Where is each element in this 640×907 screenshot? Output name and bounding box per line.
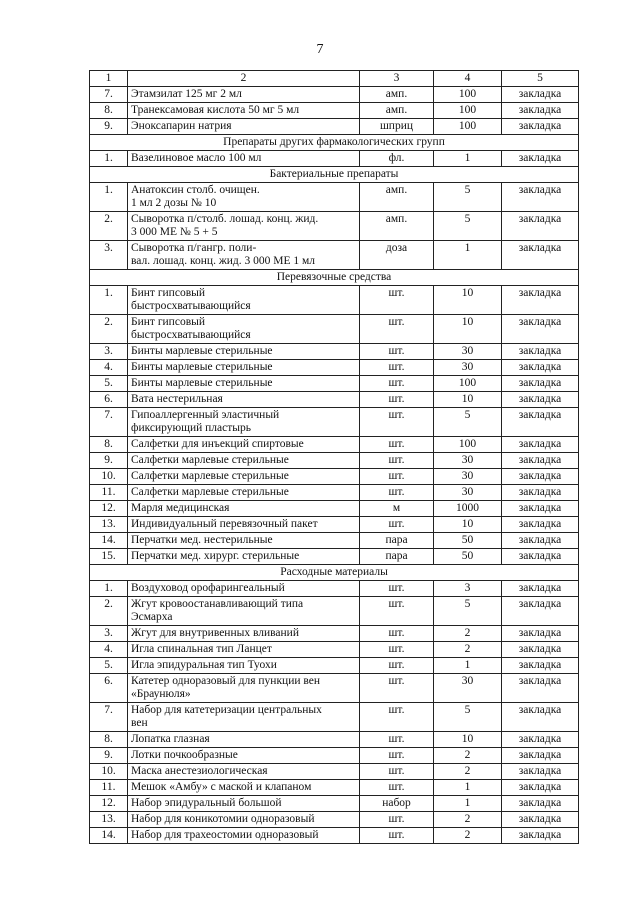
column-header: 3	[360, 71, 434, 87]
item-note: закладка	[502, 87, 579, 103]
row-number: 10.	[90, 469, 128, 485]
item-name-line: Жгут кровоостанавливающий типа	[131, 598, 304, 610]
item-name: Игла спинальная тип Ланцет	[128, 642, 360, 658]
table-row	[90, 501, 579, 517]
table-row	[90, 376, 579, 392]
item-note: закладка	[502, 764, 579, 780]
table-row	[90, 315, 579, 344]
item-quantity: 30	[434, 453, 502, 469]
table-row	[90, 241, 579, 270]
row-number: 1.	[90, 581, 128, 597]
row-number: 12.	[90, 796, 128, 812]
table-row	[90, 360, 579, 376]
table-row	[90, 581, 579, 597]
row-number: 1.	[90, 151, 128, 167]
table-row	[90, 437, 579, 453]
table-row	[90, 469, 579, 485]
item-unit: шт.	[360, 344, 434, 360]
row-number: 7.	[90, 87, 128, 103]
section-row	[90, 270, 579, 286]
row-number: 5.	[90, 376, 128, 392]
table-row	[90, 796, 579, 812]
item-name: Лопатка глазная	[128, 732, 360, 748]
table-row	[90, 828, 579, 844]
item-unit: шт.	[360, 485, 434, 501]
item-quantity: 1	[434, 780, 502, 796]
item-quantity: 2	[434, 642, 502, 658]
column-header: 5	[502, 71, 579, 87]
item-name: Жгут для внутривенных вливаний	[128, 626, 360, 642]
row-number: 11.	[90, 485, 128, 501]
row-number: 7.	[90, 408, 128, 437]
item-name	[128, 408, 360, 437]
table-row	[90, 517, 579, 533]
row-number: 4.	[90, 360, 128, 376]
item-name: Салфетки для инъекций спиртовые	[128, 437, 360, 453]
item-unit: амп.	[360, 212, 434, 241]
item-note: закладка	[502, 360, 579, 376]
table-row	[90, 533, 579, 549]
supplies-table	[89, 70, 579, 844]
row-number: 8.	[90, 437, 128, 453]
item-quantity: 100	[434, 87, 502, 103]
item-unit: шт.	[360, 315, 434, 344]
item-name: Маска анестезиологическая	[128, 764, 360, 780]
row-number: 2.	[90, 212, 128, 241]
table-row	[90, 485, 579, 501]
item-quantity: 100	[434, 437, 502, 453]
row-number: 3.	[90, 626, 128, 642]
table-row	[90, 119, 579, 135]
item-name: Воздуховод орофарингеальный	[128, 581, 360, 597]
table-row	[90, 642, 579, 658]
section-row	[90, 135, 579, 151]
item-name: Салфетки марлевые стерильные	[128, 485, 360, 501]
item-name-line: быстросхватывающийся	[131, 300, 251, 312]
item-unit: шт.	[360, 581, 434, 597]
item-note: закладка	[502, 780, 579, 796]
item-note: закладка	[502, 437, 579, 453]
row-number: 2.	[90, 315, 128, 344]
item-note: закладка	[502, 703, 579, 732]
row-number: 7.	[90, 703, 128, 732]
table-row	[90, 658, 579, 674]
item-name: Перчатки мед. хирург. стерильные	[128, 549, 360, 565]
section-title: Препараты других фармакологических групп	[90, 135, 579, 151]
item-unit: шприц	[360, 119, 434, 135]
item-note: закладка	[502, 376, 579, 392]
item-unit: амп.	[360, 183, 434, 212]
item-note: закладка	[502, 103, 579, 119]
section-title: Расходные материалы	[90, 565, 579, 581]
table-row	[90, 151, 579, 167]
item-unit: м	[360, 501, 434, 517]
table-row	[90, 764, 579, 780]
item-unit: шт.	[360, 453, 434, 469]
item-name: Транексамовая кислота 50 мг 5 мл	[128, 103, 360, 119]
row-number: 15.	[90, 549, 128, 565]
item-name	[128, 212, 360, 241]
item-unit: шт.	[360, 732, 434, 748]
table-row	[90, 674, 579, 703]
item-note: закладка	[502, 732, 579, 748]
table-row	[90, 87, 579, 103]
item-name-line: фиксирующий пластырь	[131, 422, 251, 434]
item-note: закладка	[502, 642, 579, 658]
item-unit: шт.	[360, 780, 434, 796]
row-number: 8.	[90, 732, 128, 748]
item-unit: шт.	[360, 437, 434, 453]
item-quantity: 2	[434, 764, 502, 780]
item-name-line: быстросхватывающийся	[131, 329, 251, 341]
table-row	[90, 344, 579, 360]
item-unit: шт.	[360, 597, 434, 626]
row-number: 2.	[90, 597, 128, 626]
item-note: закладка	[502, 828, 579, 844]
item-note: закладка	[502, 183, 579, 212]
row-number: 11.	[90, 780, 128, 796]
item-unit: пара	[360, 533, 434, 549]
row-number: 8.	[90, 103, 128, 119]
item-unit: фл.	[360, 151, 434, 167]
item-quantity: 10	[434, 392, 502, 408]
row-number: 10.	[90, 764, 128, 780]
item-unit: набор	[360, 796, 434, 812]
table-row	[90, 597, 579, 626]
item-quantity: 100	[434, 376, 502, 392]
item-name-line: 1 мл 2 дозы № 10	[131, 197, 217, 209]
table-row	[90, 392, 579, 408]
column-header: 4	[434, 71, 502, 87]
item-name-line: Бинт гипсовый	[131, 316, 206, 328]
item-quantity: 5	[434, 703, 502, 732]
item-quantity: 3	[434, 581, 502, 597]
item-name: Бинты марлевые стерильные	[128, 360, 360, 376]
item-quantity: 1	[434, 796, 502, 812]
item-name: Перчатки мед. нестерильные	[128, 533, 360, 549]
item-note: закладка	[502, 748, 579, 764]
item-unit: шт.	[360, 674, 434, 703]
item-note: закладка	[502, 453, 579, 469]
item-name: Марля медицинская	[128, 501, 360, 517]
item-name: Салфетки марлевые стерильные	[128, 469, 360, 485]
item-unit: доза	[360, 241, 434, 270]
item-name-line: Эсмарха	[131, 611, 173, 623]
item-name-line: Анатоксин столб. очищен.	[131, 184, 260, 196]
item-name-line: Сыворотка п/столб. лошад. конц. жид.	[131, 213, 319, 225]
item-quantity: 1	[434, 658, 502, 674]
page-number: 7	[316, 42, 324, 57]
item-name: Индивидуальный перевязочный пакет	[128, 517, 360, 533]
item-name-line: Набор для катетеризации центральных	[131, 704, 322, 716]
item-quantity: 30	[434, 469, 502, 485]
item-note: закладка	[502, 315, 579, 344]
item-unit: амп.	[360, 103, 434, 119]
row-number: 6.	[90, 392, 128, 408]
table-row	[90, 286, 579, 315]
row-number: 3.	[90, 241, 128, 270]
section-row	[90, 565, 579, 581]
table-row	[90, 212, 579, 241]
item-note: закладка	[502, 485, 579, 501]
item-unit: шт.	[360, 748, 434, 764]
item-unit: шт.	[360, 376, 434, 392]
item-quantity: 2	[434, 626, 502, 642]
item-name	[128, 597, 360, 626]
item-name	[128, 241, 360, 270]
item-unit: шт.	[360, 517, 434, 533]
item-note: закладка	[502, 241, 579, 270]
row-number: 3.	[90, 344, 128, 360]
item-name-line: Сыворотка п/гангр. поли-	[131, 242, 257, 254]
item-note: закладка	[502, 212, 579, 241]
table-row	[90, 780, 579, 796]
item-name	[128, 315, 360, 344]
item-quantity: 5	[434, 597, 502, 626]
item-note: закладка	[502, 796, 579, 812]
item-name: Набор для трахеостомии одноразовый	[128, 828, 360, 844]
item-unit: шт.	[360, 286, 434, 315]
item-note: закладка	[502, 151, 579, 167]
item-unit: шт.	[360, 828, 434, 844]
item-name	[128, 286, 360, 315]
item-quantity: 10	[434, 286, 502, 315]
row-number: 9.	[90, 748, 128, 764]
item-name-line: Гипоаллергенный эластичный	[131, 409, 280, 421]
item-note: закладка	[502, 408, 579, 437]
item-quantity: 30	[434, 674, 502, 703]
row-number: 13.	[90, 517, 128, 533]
item-note: закладка	[502, 549, 579, 565]
item-unit: шт.	[360, 469, 434, 485]
table-row	[90, 453, 579, 469]
item-note: закладка	[502, 812, 579, 828]
row-number: 14.	[90, 533, 128, 549]
table-row	[90, 703, 579, 732]
row-number: 9.	[90, 453, 128, 469]
row-number: 12.	[90, 501, 128, 517]
row-number: 9.	[90, 119, 128, 135]
item-quantity: 2	[434, 812, 502, 828]
item-quantity: 50	[434, 549, 502, 565]
table-row	[90, 549, 579, 565]
item-name: Набор эпидуральный большой	[128, 796, 360, 812]
row-number: 1.	[90, 286, 128, 315]
item-quantity: 2	[434, 828, 502, 844]
item-quantity: 10	[434, 732, 502, 748]
item-quantity: 100	[434, 119, 502, 135]
item-quantity: 50	[434, 533, 502, 549]
item-note: закладка	[502, 501, 579, 517]
item-note: закладка	[502, 119, 579, 135]
item-unit: шт.	[360, 408, 434, 437]
item-unit: амп.	[360, 87, 434, 103]
item-note: закладка	[502, 517, 579, 533]
item-unit: шт.	[360, 360, 434, 376]
item-note: закладка	[502, 581, 579, 597]
item-quantity: 10	[434, 517, 502, 533]
item-unit: шт.	[360, 658, 434, 674]
item-quantity: 1000	[434, 501, 502, 517]
row-number: 13.	[90, 812, 128, 828]
table-row	[90, 408, 579, 437]
item-name: Вазелиновое масло 100 мл	[128, 151, 360, 167]
item-quantity: 5	[434, 183, 502, 212]
item-name	[128, 703, 360, 732]
table-row	[90, 812, 579, 828]
row-number: 5.	[90, 658, 128, 674]
item-note: закладка	[502, 344, 579, 360]
table-row	[90, 626, 579, 642]
item-note: закладка	[502, 597, 579, 626]
item-unit: шт.	[360, 642, 434, 658]
item-note: закладка	[502, 533, 579, 549]
item-quantity: 2	[434, 748, 502, 764]
section-row	[90, 167, 579, 183]
item-unit: шт.	[360, 764, 434, 780]
table-row	[90, 103, 579, 119]
item-unit: пара	[360, 549, 434, 565]
item-name-line: «Браунюля»	[131, 688, 191, 700]
item-quantity: 1	[434, 151, 502, 167]
row-number: 4.	[90, 642, 128, 658]
item-name: Лотки почкообразные	[128, 748, 360, 764]
item-name-line: 3 000 МЕ № 5 + 5	[131, 226, 218, 238]
item-name	[128, 674, 360, 703]
row-number: 14.	[90, 828, 128, 844]
item-name-line: Бинт гипсовый	[131, 287, 206, 299]
item-quantity: 5	[434, 408, 502, 437]
item-note: закладка	[502, 626, 579, 642]
item-note: закладка	[502, 392, 579, 408]
item-quantity: 5	[434, 212, 502, 241]
item-note: закладка	[502, 658, 579, 674]
item-unit: шт.	[360, 392, 434, 408]
item-quantity: 30	[434, 344, 502, 360]
table-header-row	[90, 71, 579, 87]
item-unit: шт.	[360, 812, 434, 828]
item-name-line: вал. лошад. конц. жид. 3 000 МЕ 1 мл	[131, 255, 316, 267]
item-unit: шт.	[360, 626, 434, 642]
item-quantity: 10	[434, 315, 502, 344]
item-name: Игла эпидуральная тип Туохи	[128, 658, 360, 674]
item-name: Бинты марлевые стерильные	[128, 344, 360, 360]
row-number: 6.	[90, 674, 128, 703]
item-quantity: 1	[434, 241, 502, 270]
item-name: Эноксапарин натрия	[128, 119, 360, 135]
item-name-line: вен	[131, 717, 148, 729]
item-name: Бинты марлевые стерильные	[128, 376, 360, 392]
item-note: закладка	[502, 286, 579, 315]
item-name: Набор для коникотомии одноразовый	[128, 812, 360, 828]
item-name: Вата нестерильная	[128, 392, 360, 408]
item-name-line: Катетер одноразовый для пункции вен	[131, 675, 321, 687]
item-name: Этамзилат 125 мг 2 мл	[128, 87, 360, 103]
item-unit: шт.	[360, 703, 434, 732]
item-quantity: 30	[434, 485, 502, 501]
item-quantity: 30	[434, 360, 502, 376]
item-note: закладка	[502, 469, 579, 485]
column-header: 1	[90, 71, 128, 87]
row-number: 1.	[90, 183, 128, 212]
item-name: Мешок «Амбу» с маской и клапаном	[128, 780, 360, 796]
item-quantity: 100	[434, 103, 502, 119]
item-name	[128, 183, 360, 212]
section-title: Бактериальные препараты	[90, 167, 579, 183]
item-name: Салфетки марлевые стерильные	[128, 453, 360, 469]
column-header: 2	[128, 71, 360, 87]
item-note: закладка	[502, 674, 579, 703]
table-row	[90, 748, 579, 764]
supplies-table-body	[90, 71, 579, 844]
section-title: Перевязочные средства	[90, 270, 579, 286]
table-row	[90, 732, 579, 748]
table-row	[90, 183, 579, 212]
